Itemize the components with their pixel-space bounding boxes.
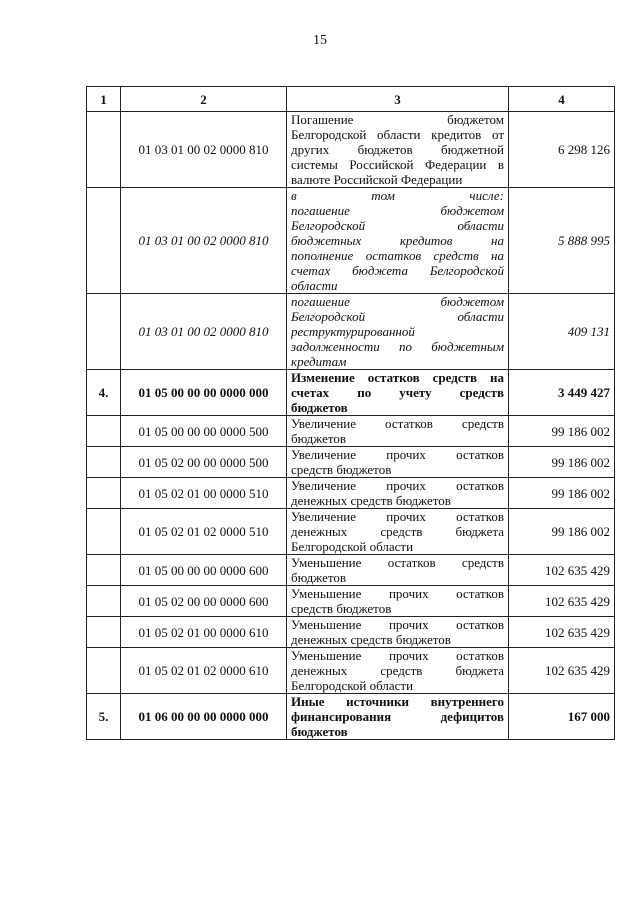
row-description: [287, 555, 509, 586]
row-description: [287, 648, 509, 694]
column-header-3: 3: [287, 87, 509, 112]
description-line: Белгородской области: [291, 218, 504, 233]
description-line: счетах бюджета Белгородской: [291, 263, 504, 278]
budget-code: 01 05 02 01 02 0000 510: [121, 509, 287, 555]
table-row: [87, 112, 615, 188]
budget-code: 01 05 00 00 00 0000 500: [121, 416, 287, 447]
row-amount: 102 635 429: [509, 586, 615, 617]
budget-code: 01 05 02 01 00 0000 610: [121, 617, 287, 648]
table-row: [87, 416, 615, 447]
row-amount: 102 635 429: [509, 648, 615, 694]
budget-sources-table: [86, 86, 615, 740]
budget-code: 01 05 02 01 02 0000 610: [121, 648, 287, 694]
row-description: [287, 112, 509, 188]
description-line: бюджетных кредитов на: [291, 233, 504, 248]
row-number: [87, 416, 121, 447]
description-line: бюджетов: [291, 724, 348, 739]
table-row: [87, 370, 615, 416]
description-line: кредитам: [291, 354, 347, 369]
description-line: валюте Российской Федерации: [291, 172, 463, 187]
page-number: 15: [313, 33, 327, 48]
row-number: [87, 617, 121, 648]
table-row: [87, 694, 615, 740]
column-header-4: 4: [509, 87, 615, 112]
description-line: Уменьшение прочих остатков: [291, 586, 504, 601]
description-line: реструктурированной: [291, 324, 415, 339]
budget-code: 01 03 01 00 02 0000 810: [121, 112, 287, 188]
description-line: погашение бюджетом: [291, 294, 504, 309]
description-line: средств бюджетов: [291, 462, 392, 477]
row-number: [87, 294, 121, 370]
description-line: денежных средств бюджета: [291, 663, 504, 678]
description-line: Уменьшение прочих остатков: [291, 617, 504, 632]
budget-code: 01 06 00 00 00 0000 000: [121, 694, 287, 740]
row-amount: 5 888 995: [509, 188, 615, 294]
table-row: [87, 586, 615, 617]
description-line: других бюджетов бюджетной: [291, 142, 504, 157]
row-number: [87, 478, 121, 509]
row-amount: 167 000: [509, 694, 615, 740]
column-header-2: 2: [121, 87, 287, 112]
description-line: Уменьшение прочих остатков: [291, 648, 504, 663]
description-line: Увеличение остатков средств: [291, 416, 504, 431]
description-line: денежных средств бюджета: [291, 524, 504, 539]
row-number: 5.: [87, 694, 121, 740]
description-line: пополнение остатков средств на: [291, 248, 504, 263]
budget-code: 01 05 02 01 00 0000 510: [121, 478, 287, 509]
description-line: Иные источники внутреннего: [291, 694, 504, 709]
row-amount: 3 449 427: [509, 370, 615, 416]
description-line: счетах по учету средств: [291, 385, 504, 400]
table-row: [87, 447, 615, 478]
description-line: в том числе:: [291, 188, 504, 203]
description-line: Увеличение прочих остатков: [291, 478, 504, 493]
row-number: [87, 586, 121, 617]
row-description: [287, 370, 509, 416]
description-line: Белгородской области: [291, 539, 414, 554]
row-description: [287, 694, 509, 740]
row-number: [87, 509, 121, 555]
table-header-row: [87, 87, 615, 112]
description-line: бюджетов: [291, 570, 347, 585]
table-row: [87, 617, 615, 648]
row-number: 4.: [87, 370, 121, 416]
row-amount: 99 186 002: [509, 478, 615, 509]
row-description: [287, 447, 509, 478]
description-line: Погашение бюджетом: [291, 112, 504, 127]
table-row: [87, 509, 615, 555]
description-line: области: [291, 278, 338, 293]
row-number: [87, 112, 121, 188]
table-row: [87, 478, 615, 509]
budget-code: 01 03 01 00 02 0000 810: [121, 188, 287, 294]
description-line: денежных средств бюджетов: [291, 632, 451, 647]
budget-code: 01 05 00 00 00 0000 600: [121, 555, 287, 586]
row-amount: 99 186 002: [509, 447, 615, 478]
description-line: средств бюджетов: [291, 601, 392, 616]
row-amount: 102 635 429: [509, 555, 615, 586]
row-description: [287, 617, 509, 648]
row-description: [287, 294, 509, 370]
description-line: задолженности по бюджетным: [291, 339, 504, 354]
row-amount: 102 635 429: [509, 617, 615, 648]
description-line: Белгородской области: [291, 678, 414, 693]
row-amount: 99 186 002: [509, 509, 615, 555]
table-row: [87, 294, 615, 370]
description-line: системы Российской Федерации в: [291, 157, 504, 172]
budget-code: 01 05 02 00 00 0000 500: [121, 447, 287, 478]
row-amount: 99 186 002: [509, 416, 615, 447]
row-description: [287, 586, 509, 617]
table-row: [87, 555, 615, 586]
table-body: [87, 112, 615, 740]
row-number: [87, 555, 121, 586]
description-line: погашение бюджетом: [291, 203, 504, 218]
description-line: Белгородской области: [291, 309, 504, 324]
row-description: [287, 188, 509, 294]
description-line: бюджетов: [291, 431, 347, 446]
description-line: бюджетов: [291, 400, 348, 415]
row-amount: 6 298 126: [509, 112, 615, 188]
row-description: [287, 509, 509, 555]
row-description: [287, 416, 509, 447]
table-row: [87, 648, 615, 694]
table-row: [87, 188, 615, 294]
description-line: Изменение остатков средств на: [291, 370, 504, 385]
row-number: [87, 648, 121, 694]
description-line: Увеличение прочих остатков: [291, 509, 504, 524]
description-line: Увеличение прочих остатков: [291, 447, 504, 462]
row-description: [287, 478, 509, 509]
row-number: [87, 188, 121, 294]
description-line: денежных средств бюджетов: [291, 493, 451, 508]
budget-code: 01 05 00 00 00 0000 000: [121, 370, 287, 416]
row-number: [87, 447, 121, 478]
column-header-1: 1: [87, 87, 121, 112]
description-line: Белгородской области кредитов от: [291, 127, 504, 142]
budget-code: 01 03 01 00 02 0000 810: [121, 294, 287, 370]
row-amount: 409 131: [509, 294, 615, 370]
description-line: финансирования дефицитов: [291, 709, 504, 724]
budget-code: 01 05 02 00 00 0000 600: [121, 586, 287, 617]
description-line: Уменьшение остатков средств: [291, 555, 504, 570]
